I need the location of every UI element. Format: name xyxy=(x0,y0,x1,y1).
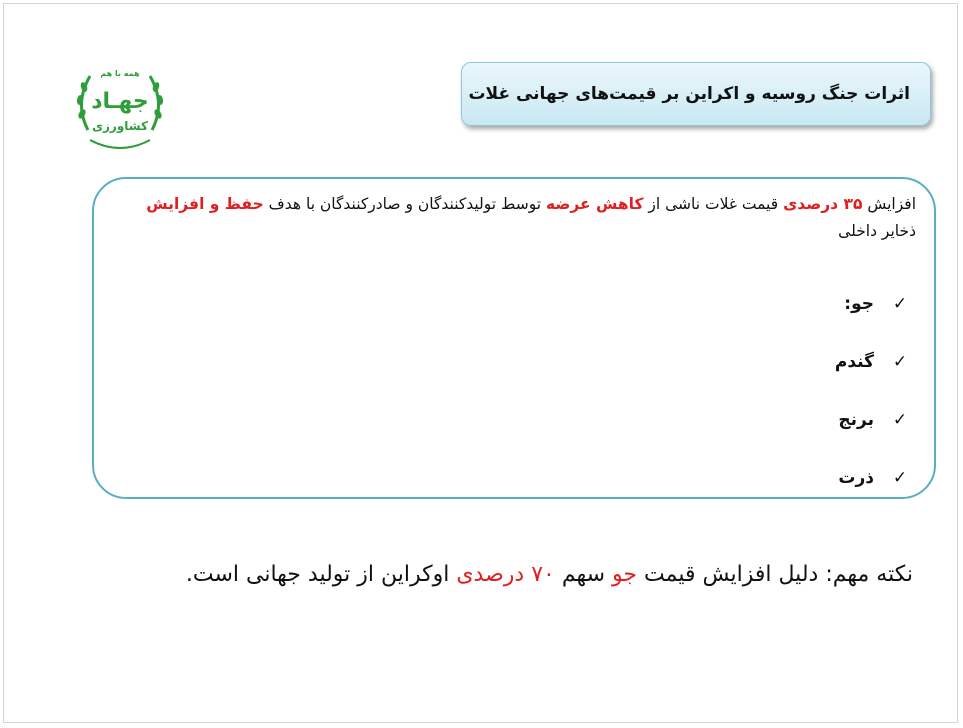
slide-title: اثرات جنگ روسیه و اکراین بر قیمت‌های جهانی غلات xyxy=(468,84,910,104)
important-note xyxy=(93,562,913,587)
list-item-label: برنج xyxy=(838,410,874,430)
intro-highlight-supply: کاهش عرضه xyxy=(545,195,644,213)
logo-main-text: جهـاد xyxy=(91,89,149,114)
jihad-keshavarzi-logo xyxy=(68,52,172,164)
intro-highlight-reserves: حفظ و افزایش xyxy=(146,195,264,213)
list-item-label: جو: xyxy=(844,294,874,314)
wheat-wreath-icon xyxy=(68,52,172,164)
intro-text-1: افزایش xyxy=(862,195,916,213)
content-panel xyxy=(92,177,936,499)
checkmark-icon: ✓ xyxy=(892,352,908,372)
checkmark-icon: ✓ xyxy=(892,468,908,488)
intro-text-2: قیمت غلات ناشی از xyxy=(643,195,784,213)
list-item xyxy=(612,391,912,449)
intro-highlight-percent: ۳۵ درصدی xyxy=(783,195,863,213)
intro-paragraph xyxy=(116,191,916,245)
checkmark-icon: ✓ xyxy=(892,410,908,430)
note-highlight-barley: جو xyxy=(612,562,638,587)
intro-text-4: ذخایر داخلی xyxy=(838,222,916,240)
note-text-2: سهم xyxy=(554,562,613,587)
checkmark-icon: ✓ xyxy=(892,294,908,314)
slide-title-box xyxy=(461,62,931,126)
note-text-1: نکته مهم: دلیل افزایش قیمت xyxy=(637,562,913,587)
note-text-3: اوکراین از تولید جهانی است. xyxy=(185,562,457,587)
list-item-label: گندم xyxy=(834,352,874,372)
grain-list xyxy=(612,275,912,507)
list-item xyxy=(612,275,912,333)
logo-top-text: همه با هم xyxy=(100,69,140,78)
slide xyxy=(3,3,958,723)
intro-text-3: توسط تولیدکنندگان و صادرکنندگان با هدف xyxy=(263,195,546,213)
list-item-label: ذرت xyxy=(838,468,874,488)
list-item xyxy=(612,333,912,391)
logo-sub-text: کشاورزی xyxy=(92,119,148,133)
list-item xyxy=(612,449,912,507)
note-highlight-percent: ۷۰ درصدی xyxy=(456,562,555,587)
